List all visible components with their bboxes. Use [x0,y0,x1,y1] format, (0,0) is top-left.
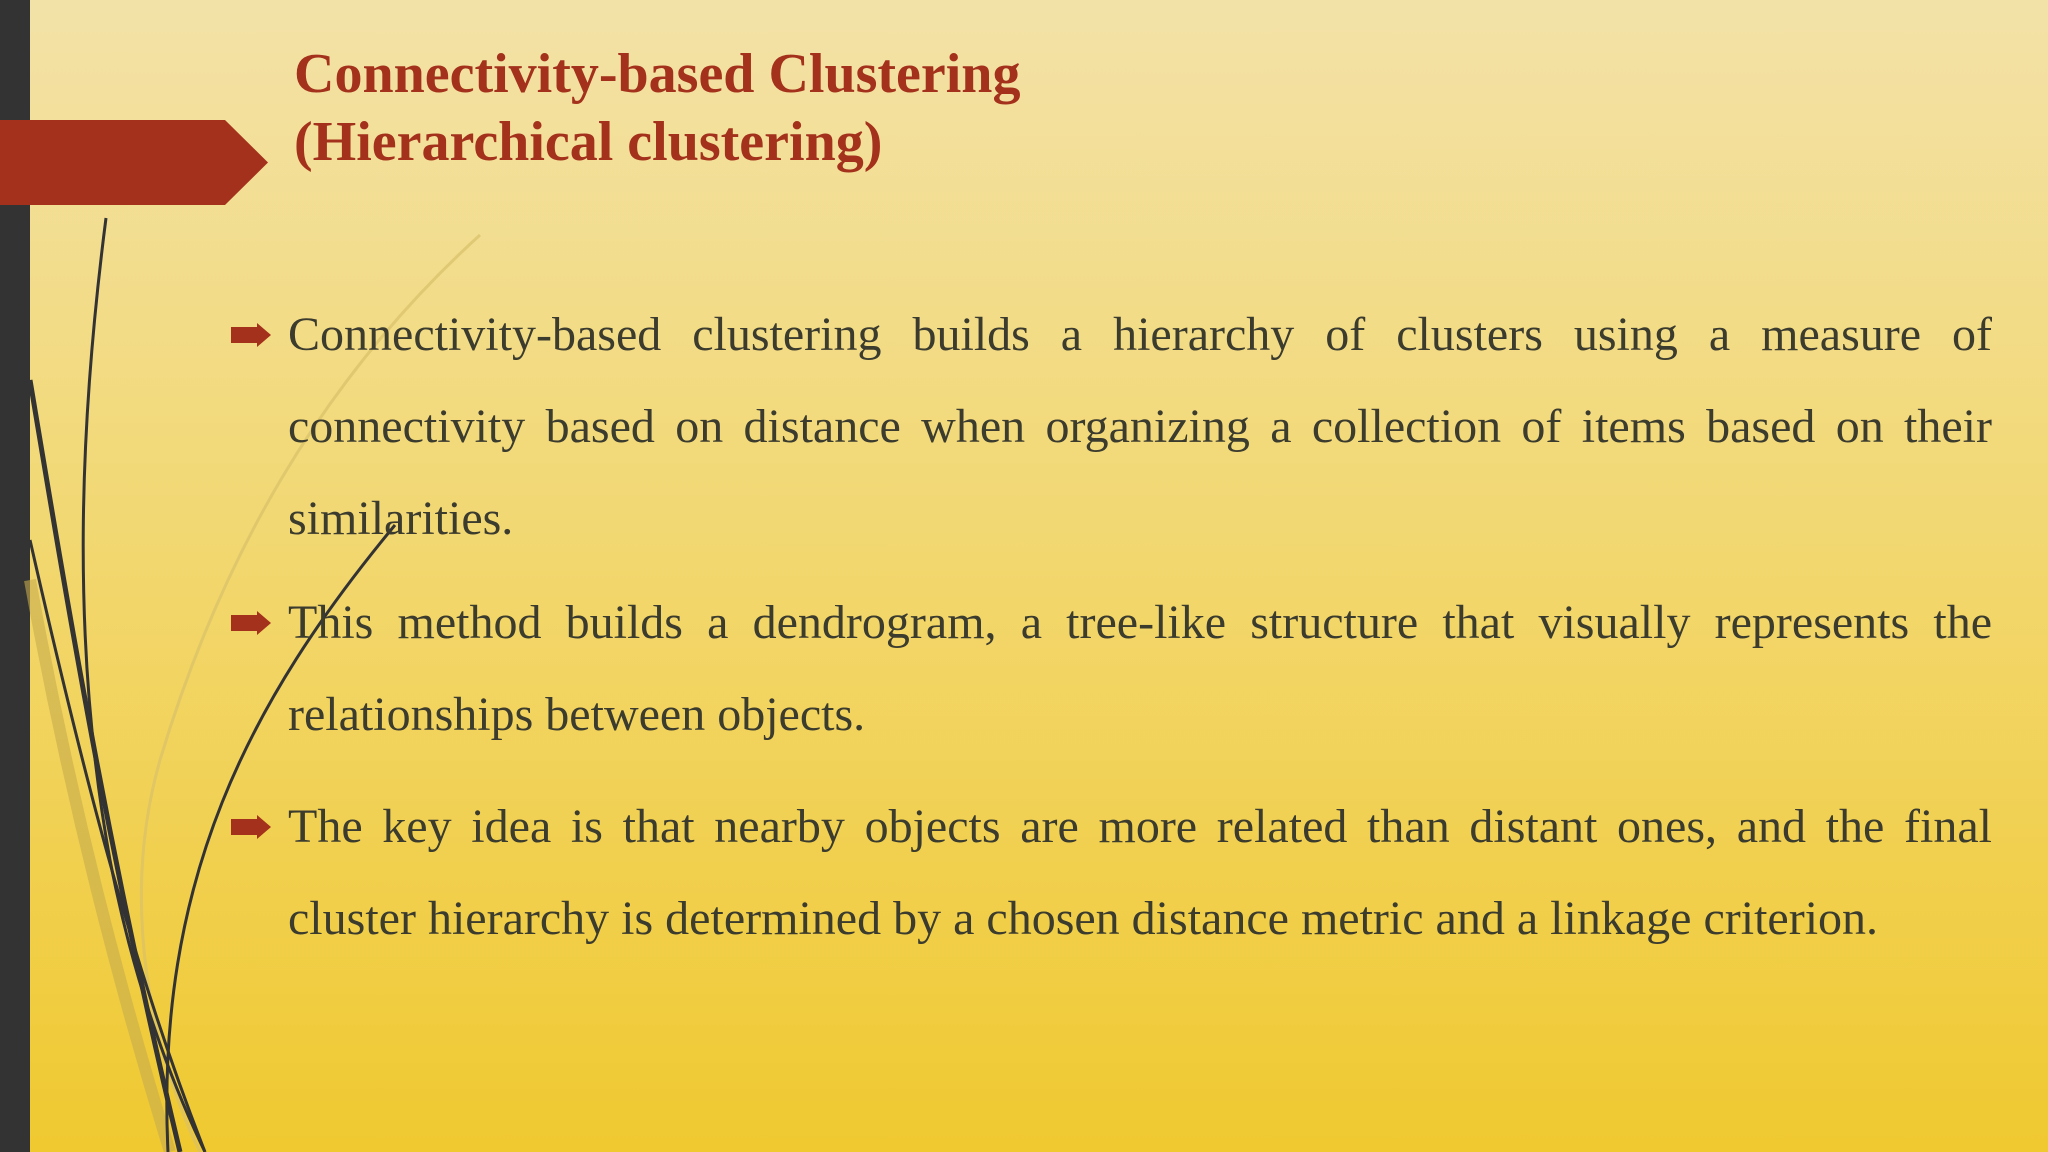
right-arrow-bullet-icon [231,323,271,347]
slide-title [294,40,1020,176]
right-arrow-bullet-icon [231,815,271,839]
slide-title-line-2: (Hierarchical clustering) [294,111,883,173]
bullet-item-1 [288,289,1992,565]
right-arrow-bullet-icon [231,611,271,635]
title-arrow-banner [0,120,268,205]
bullet-item-3 [288,781,1992,965]
bullet-item-2 [288,577,1992,761]
bullet-text-1: Connectivity-based clustering builds a hierarchy of clusters using a measure of connectivity based on distance when organizing a collection of items based on their similarities. [288,308,1992,545]
bullet-text-3: The key idea is that nearby objects are more related than distant ones, and the final cluster hierarchy is determined by a chosen distance metric and a linkage criterion. [288,800,1992,945]
bullet-text-2: This method builds a dendrogram, a tree-like structure that visually represents the relationships between objects. [288,596,1992,741]
slide-title-line-1: Connectivity-based Clustering [294,43,1021,105]
bullet-list [288,289,1992,965]
